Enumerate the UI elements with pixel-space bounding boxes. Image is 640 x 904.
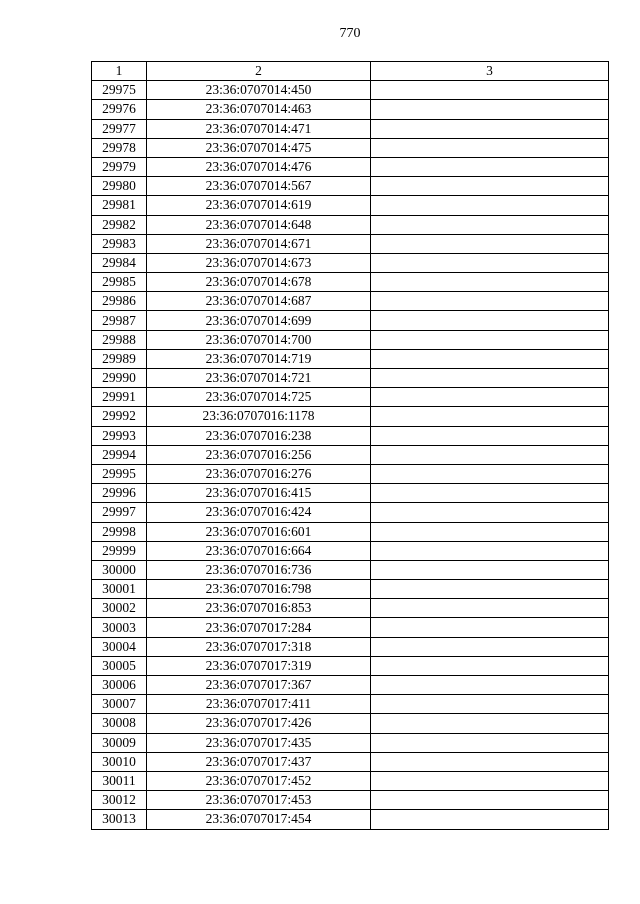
note-cell <box>371 388 609 407</box>
note-cell <box>371 311 609 330</box>
row-number-cell: 30004 <box>92 637 147 656</box>
table-row <box>92 445 609 464</box>
cadastral-number-cell: 23:36:0707016:664 <box>147 541 371 560</box>
cadastral-number-cell: 23:36:0707014:673 <box>147 253 371 272</box>
note-cell <box>371 196 609 215</box>
table-row <box>92 464 609 483</box>
table-row <box>92 676 609 695</box>
table-row <box>92 618 609 637</box>
note-cell <box>371 676 609 695</box>
cadastral-number-cell: 23:36:0707017:411 <box>147 695 371 714</box>
cadastral-number-cell: 23:36:0707014:700 <box>147 330 371 349</box>
table-row <box>92 196 609 215</box>
table-row <box>92 273 609 292</box>
cadastral-number-cell: 23:36:0707016:415 <box>147 484 371 503</box>
table-row <box>92 503 609 522</box>
cadastral-number-cell: 23:36:0707017:454 <box>147 810 371 829</box>
note-cell <box>371 599 609 618</box>
cadastral-number-cell: 23:36:0707014:699 <box>147 311 371 330</box>
table-row <box>92 637 609 656</box>
cadastral-number-cell: 23:36:0707017:453 <box>147 791 371 810</box>
row-number-cell: 30000 <box>92 560 147 579</box>
note-cell <box>371 177 609 196</box>
cadastral-number-cell: 23:36:0707016:736 <box>147 560 371 579</box>
cadastral-number-cell: 23:36:0707014:567 <box>147 177 371 196</box>
note-cell <box>371 733 609 752</box>
table-row <box>92 541 609 560</box>
note-cell <box>371 656 609 675</box>
table-row <box>92 426 609 445</box>
table-row <box>92 100 609 119</box>
table-header-row <box>92 62 609 81</box>
cadastral-table <box>91 61 609 830</box>
row-number-cell: 29988 <box>92 330 147 349</box>
row-number-cell: 30011 <box>92 771 147 790</box>
note-cell <box>371 215 609 234</box>
note-cell <box>371 541 609 560</box>
table-row <box>92 714 609 733</box>
note-cell <box>371 503 609 522</box>
table-row <box>92 522 609 541</box>
cadastral-number-cell: 23:36:0707017:435 <box>147 733 371 752</box>
row-number-cell: 29985 <box>92 273 147 292</box>
table-row <box>92 810 609 829</box>
column-header-1: 1 <box>92 62 147 81</box>
cadastral-number-cell: 23:36:0707016:853 <box>147 599 371 618</box>
cadastral-number-cell: 23:36:0707016:238 <box>147 426 371 445</box>
row-number-cell: 29987 <box>92 311 147 330</box>
cadastral-number-cell: 23:36:0707016:424 <box>147 503 371 522</box>
cadastral-number-cell: 23:36:0707016:601 <box>147 522 371 541</box>
cadastral-number-cell: 23:36:0707017:426 <box>147 714 371 733</box>
cadastral-number-cell: 23:36:0707014:687 <box>147 292 371 311</box>
table-row <box>92 177 609 196</box>
table-row <box>92 349 609 368</box>
note-cell <box>371 464 609 483</box>
cadastral-number-cell: 23:36:0707016:1178 <box>147 407 371 426</box>
note-cell <box>371 580 609 599</box>
table-row <box>92 215 609 234</box>
row-number-cell: 29979 <box>92 157 147 176</box>
table-row <box>92 292 609 311</box>
cadastral-number-cell: 23:36:0707014:721 <box>147 369 371 388</box>
table-row <box>92 234 609 253</box>
row-number-cell: 29986 <box>92 292 147 311</box>
row-number-cell: 29992 <box>92 407 147 426</box>
row-number-cell: 29980 <box>92 177 147 196</box>
cadastral-number-cell: 23:36:0707014:671 <box>147 234 371 253</box>
cadastral-number-cell: 23:36:0707014:719 <box>147 349 371 368</box>
row-number-cell: 29982 <box>92 215 147 234</box>
row-number-cell: 29981 <box>92 196 147 215</box>
row-number-cell: 30006 <box>92 676 147 695</box>
table-row <box>92 311 609 330</box>
row-number-cell: 29977 <box>92 119 147 138</box>
table-row <box>92 580 609 599</box>
note-cell <box>371 253 609 272</box>
row-number-cell: 29990 <box>92 369 147 388</box>
note-cell <box>371 369 609 388</box>
cadastral-number-cell: 23:36:0707014:725 <box>147 388 371 407</box>
table-row <box>92 752 609 771</box>
note-cell <box>371 445 609 464</box>
cadastral-number-cell: 23:36:0707014:619 <box>147 196 371 215</box>
row-number-cell: 30012 <box>92 791 147 810</box>
table-row <box>92 253 609 272</box>
row-number-cell: 30009 <box>92 733 147 752</box>
note-cell <box>371 560 609 579</box>
row-number-cell: 30008 <box>92 714 147 733</box>
table-row <box>92 369 609 388</box>
cadastral-number-cell: 23:36:0707014:648 <box>147 215 371 234</box>
row-number-cell: 30001 <box>92 580 147 599</box>
note-cell <box>371 637 609 656</box>
row-number-cell: 30010 <box>92 752 147 771</box>
cadastral-number-cell: 23:36:0707016:798 <box>147 580 371 599</box>
table-row <box>92 560 609 579</box>
table-row <box>92 791 609 810</box>
row-number-cell: 29976 <box>92 100 147 119</box>
cadastral-number-cell: 23:36:0707014:475 <box>147 138 371 157</box>
table-row <box>92 656 609 675</box>
row-number-cell: 30013 <box>92 810 147 829</box>
row-number-cell: 30007 <box>92 695 147 714</box>
table-row <box>92 388 609 407</box>
cadastral-number-cell: 23:36:0707017:367 <box>147 676 371 695</box>
table-row <box>92 599 609 618</box>
table-row <box>92 119 609 138</box>
note-cell <box>371 522 609 541</box>
table-row <box>92 157 609 176</box>
cadastral-number-cell: 23:36:0707017:284 <box>147 618 371 637</box>
note-cell <box>371 330 609 349</box>
table-row <box>92 138 609 157</box>
note-cell <box>371 157 609 176</box>
row-number-cell: 29999 <box>92 541 147 560</box>
note-cell <box>371 810 609 829</box>
cadastral-number-cell: 23:36:0707014:450 <box>147 81 371 100</box>
column-header-2: 2 <box>147 62 371 81</box>
note-cell <box>371 771 609 790</box>
table-row <box>92 484 609 503</box>
note-cell <box>371 100 609 119</box>
note-cell <box>371 138 609 157</box>
row-number-cell: 29995 <box>92 464 147 483</box>
table-row <box>92 407 609 426</box>
note-cell <box>371 234 609 253</box>
cadastral-number-cell: 23:36:0707017:319 <box>147 656 371 675</box>
note-cell <box>371 426 609 445</box>
row-number-cell: 29998 <box>92 522 147 541</box>
table-row <box>92 695 609 714</box>
note-cell <box>371 791 609 810</box>
row-number-cell: 30003 <box>92 618 147 637</box>
cadastral-number-cell: 23:36:0707014:471 <box>147 119 371 138</box>
row-number-cell: 29991 <box>92 388 147 407</box>
row-number-cell: 30005 <box>92 656 147 675</box>
row-number-cell: 30002 <box>92 599 147 618</box>
row-number-cell: 29975 <box>92 81 147 100</box>
note-cell <box>371 752 609 771</box>
row-number-cell: 29983 <box>92 234 147 253</box>
cadastral-number-cell: 23:36:0707017:318 <box>147 637 371 656</box>
note-cell <box>371 273 609 292</box>
note-cell <box>371 119 609 138</box>
cadastral-number-cell: 23:36:0707014:678 <box>147 273 371 292</box>
row-number-cell: 29997 <box>92 503 147 522</box>
note-cell <box>371 407 609 426</box>
cadastral-number-cell: 23:36:0707017:437 <box>147 752 371 771</box>
page-number: 770 <box>339 26 361 41</box>
note-cell <box>371 349 609 368</box>
cadastral-number-cell: 23:36:0707014:463 <box>147 100 371 119</box>
table-row <box>92 81 609 100</box>
row-number-cell: 29996 <box>92 484 147 503</box>
row-number-cell: 29978 <box>92 138 147 157</box>
row-number-cell: 29993 <box>92 426 147 445</box>
note-cell <box>371 618 609 637</box>
note-cell <box>371 714 609 733</box>
note-cell <box>371 695 609 714</box>
note-cell <box>371 292 609 311</box>
note-cell <box>371 484 609 503</box>
cadastral-number-cell: 23:36:0707017:452 <box>147 771 371 790</box>
cadastral-number-cell: 23:36:0707016:256 <box>147 445 371 464</box>
cadastral-number-cell: 23:36:0707014:476 <box>147 157 371 176</box>
row-number-cell: 29989 <box>92 349 147 368</box>
row-number-cell: 29984 <box>92 253 147 272</box>
table-row <box>92 771 609 790</box>
table-row <box>92 733 609 752</box>
column-header-3: 3 <box>371 62 609 81</box>
note-cell <box>371 81 609 100</box>
table-row <box>92 330 609 349</box>
table-body <box>92 81 609 829</box>
row-number-cell: 29994 <box>92 445 147 464</box>
cadastral-number-cell: 23:36:0707016:276 <box>147 464 371 483</box>
